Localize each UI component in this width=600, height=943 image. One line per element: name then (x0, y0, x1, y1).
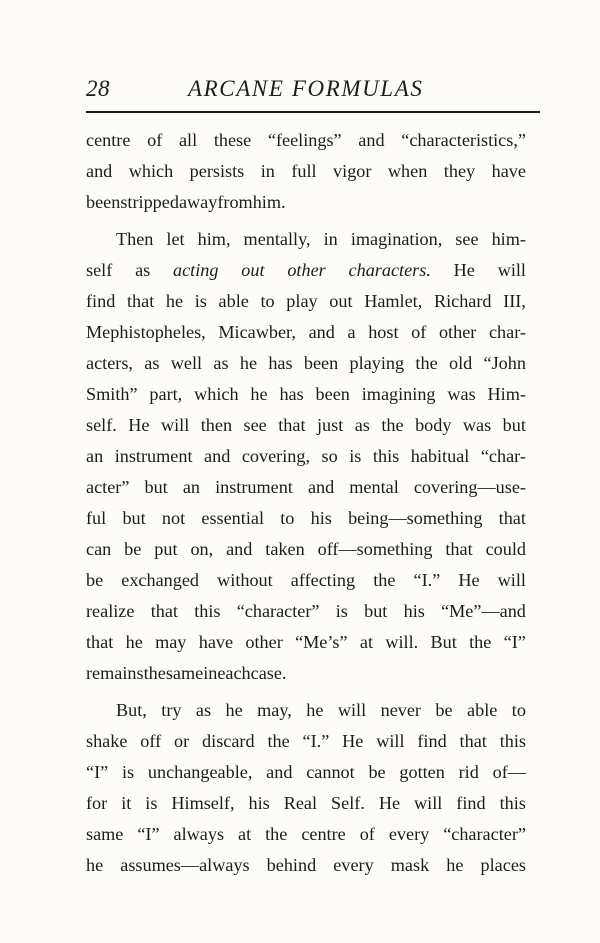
text-line: Then let him, mentally, in imagination, see him- (116, 229, 526, 249)
text-line: acters, as well as he has been playing the old “John (86, 353, 526, 373)
header-rule (86, 111, 540, 113)
body-text (86, 125, 526, 881)
text-line: acter” but an instrument and mental covering—use- (86, 477, 526, 497)
paragraph-2 (86, 224, 526, 689)
text-line: ful but not essential to his being—something that (86, 508, 526, 528)
text-line: an instrument and covering, so is this habitual “char- (86, 446, 526, 466)
paragraph-3 (86, 695, 526, 881)
paragraph-1 (86, 125, 526, 218)
text-line: realize that this “character” is but his “Me”—and (86, 601, 526, 621)
text-line: for it is Himself, his Real Self. He will find this (86, 793, 526, 813)
text-line: can be put on, and taken off—something that could (86, 539, 526, 559)
text-line: self as acting out other characters. He will (86, 260, 526, 280)
text-line: same “I” always at the centre of every “character” (86, 824, 526, 844)
text-line: self. He will then see that just as the body was but (86, 415, 526, 435)
text-line: been stripped away from him. (86, 192, 286, 212)
text-line: centre of all these “feelings” and “characteristics,” (86, 130, 526, 150)
page-number: 28 (86, 76, 110, 101)
text-line: remains the same in each case. (86, 663, 287, 683)
text-line: be exchanged without affecting the “I.” He will (86, 570, 526, 590)
running-title: ARCANE FORMULAS (188, 76, 424, 101)
text-line: Smith” part, which he has been imagining was Him- (86, 384, 526, 404)
text-line: he assumes—always behind every mask he places (86, 855, 526, 875)
text-line: that he may have other “Me’s” at will. But the “I” (86, 632, 526, 652)
text-line: and which persists in full vigor when they have (86, 161, 526, 181)
text-line: find that he is able to play out Hamlet, Richard III, (86, 291, 526, 311)
text-line: shake off or discard the “I.” He will find that this (86, 731, 526, 751)
page-header (86, 74, 540, 110)
text-line: “I” is unchangeable, and cannot be gotten rid of— (86, 762, 526, 782)
text-line: But, try as he may, he will never be able to (116, 700, 526, 720)
text-line: Mephistopheles, Micawber, and a host of other char- (86, 322, 526, 342)
